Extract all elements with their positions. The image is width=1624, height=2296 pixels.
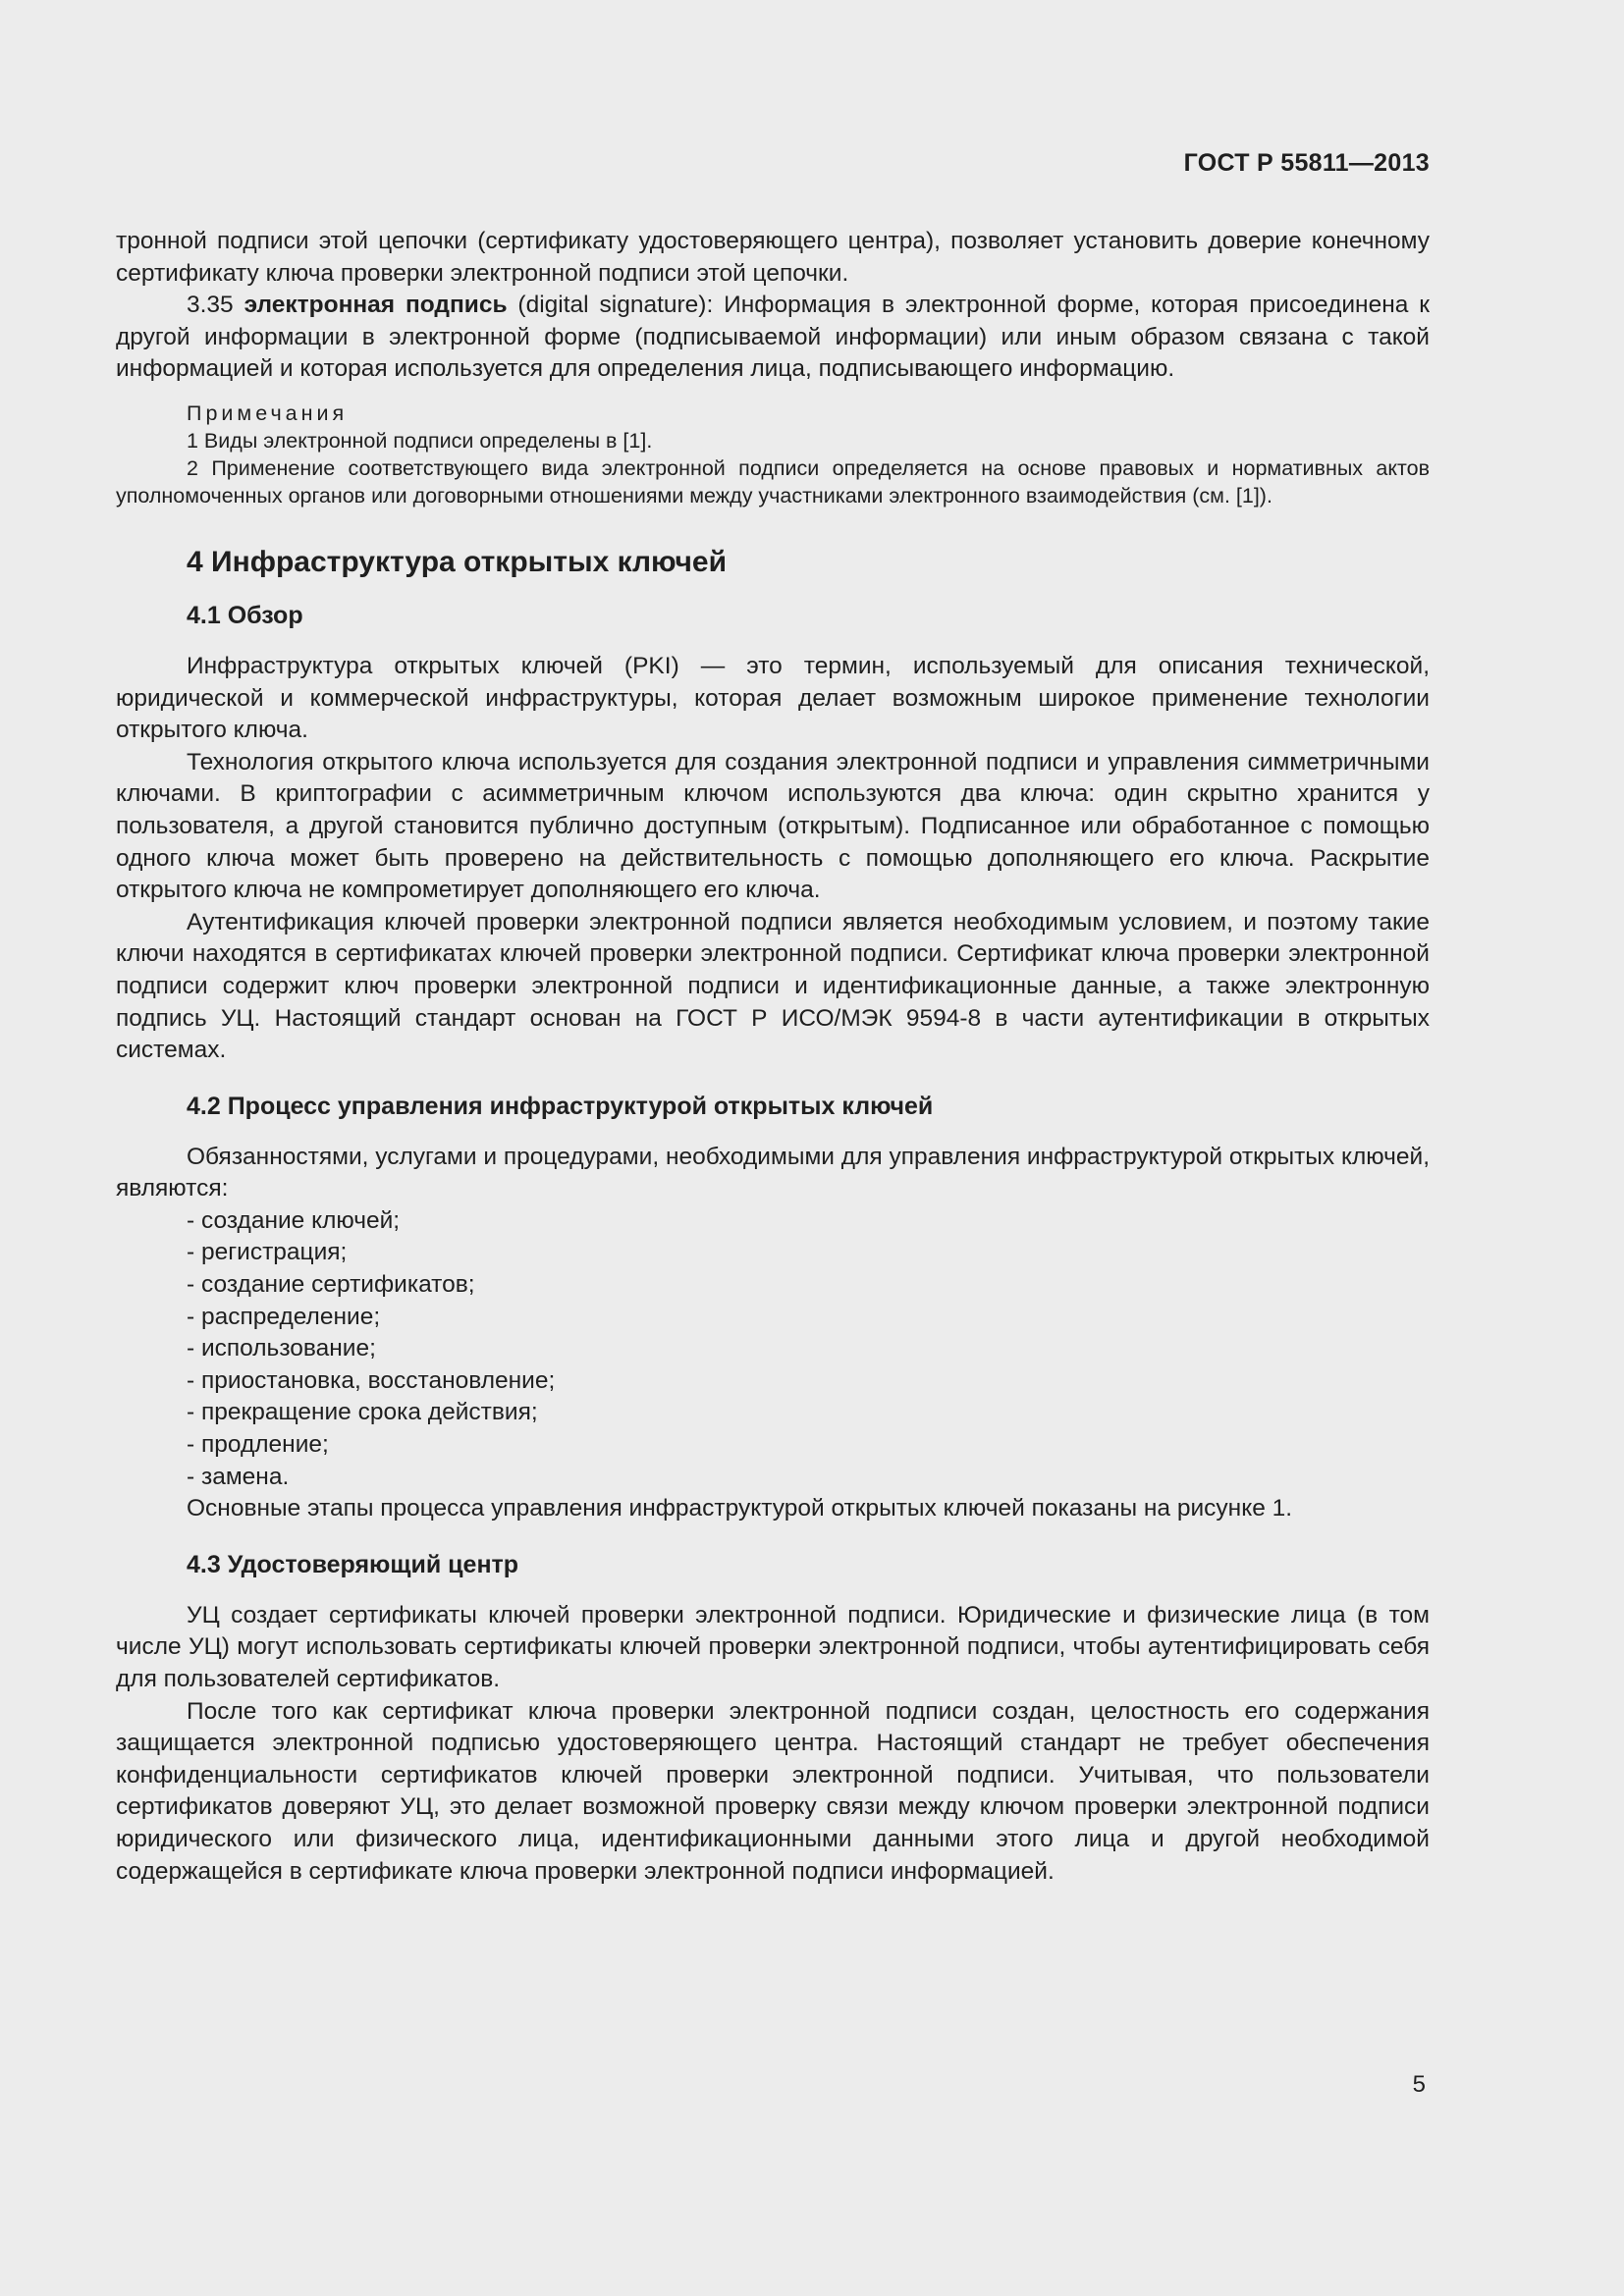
paragraph: Обязанностями, услугами и процедурами, необходимыми для управления инфраструктурой открытых ключей, являются: <box>116 1143 1430 1202</box>
paragraph: Технология открытого ключа используется для создания электронной подписи и управления симметричными ключами. В криптографии с асимметричным ключом используются два ключа: один скрытно хранится у пользователя, а другой становится публично доступным (открытым). Подписанное или обработанное с помощью одного ключа может быть проверено на действительность с помощью дополняющего его ключа. Раскрытие открытого ключа не компрометирует дополняющего его ключа. <box>116 748 1430 904</box>
paragraph: После того как сертификат ключа проверки электронной подписи создан, целостность его содержания защищается электронной подписью удостоверяющего центра. Настоящий стандарт не требует обеспечения конфиденциальности сертификатов ключей проверки электронной подписи. Учитывая, что пользователи сертификатов доверяют УЦ, это делает возможной проверку связи между ключом проверки электронной подписи юридического или физического лица, идентификационными данными этого лица и другой необходимой содержащейся в сертификате ключа проверки электронной подписи информацией. <box>116 1697 1430 1885</box>
list-item: - распределение; <box>187 1303 381 1330</box>
term-name: электронная подпись <box>244 292 508 319</box>
list-item: - продление; <box>187 1431 329 1459</box>
list-item: - прекращение срока действия; <box>187 1399 538 1426</box>
notes-block <box>116 400 1430 509</box>
term-definition-text: (digital signature): Информация в электронной форме, которая присоединена к другой информации в электронной форме (подписываемой информации) или иным образом связана с такой информацией и которая используется для определения лица, подписывающего информацию. <box>116 292 1430 383</box>
continued-paragraph: тронной подписи этой цепочки (сертификату удостоверяющего центра), позволяет установить доверие конечному сертификату ключа проверки электронной подписи этой цепочки. <box>116 228 1430 287</box>
document-code-header: ГОСТ Р 55811—2013 <box>1183 149 1430 177</box>
list-item: - замена. <box>187 1463 290 1490</box>
section-4-2-heading: 4.2 Процесс управления инфраструктурой открытых ключей <box>187 1092 934 1120</box>
section-4-heading: 4 Инфраструктура открытых ключей <box>187 545 728 578</box>
paragraph: Инфраструктура открытых ключей (PKI) — это термин, используемый для описания технической, юридической и коммерческой инфраструктуры, которая делает возможным широкое применение технологии открытого ключа. <box>116 652 1430 744</box>
note-item: 1 Виды электронной подписи определены в [1]. <box>187 428 653 453</box>
paragraph: Аутентификация ключей проверки электронной подписи является необходимым условием, и поэтому такие ключи находятся в сертификатах ключей проверки электронной подписи. Сертификат ключа проверки электронной подписи содержит ключ проверки электронной подписи и идентификационные данные, а также электронную подпись УЦ. Настоящий стандарт основан на ГОСТ Р ИСО/МЭК 9594-8 в части аутентификации в открытых системах. <box>116 908 1430 1064</box>
page-number: 5 <box>1412 2071 1426 2098</box>
list-item: - создание сертификатов; <box>187 1271 475 1299</box>
section-4-3-heading: 4.3 Удостоверяющий центр <box>187 1550 519 1578</box>
paragraph: Основные этапы процесса управления инфраструктурой открытых ключей показаны на рисунке 1. <box>187 1495 1293 1522</box>
notes-title: Примечания <box>187 400 349 425</box>
paragraph: УЦ создает сертификаты ключей проверки электронной подписи. Юридические и физические лица (в том числе УЦ) могут использовать сертификаты ключей проверки электронной подписи, чтобы аутентифицировать себя для пользователей сертификатов. <box>116 1601 1430 1692</box>
duties-list <box>116 1205 1430 1493</box>
page-content <box>116 226 1430 1888</box>
list-item: - регистрация; <box>187 1239 348 1266</box>
section-4-1-heading: 4.1 Обзор <box>187 601 303 629</box>
term-number: 3.35 <box>187 292 234 319</box>
list-item: - приостановка, восстановление; <box>187 1366 556 1394</box>
term-definition-3-35 <box>116 290 1430 386</box>
list-item: - создание ключей; <box>187 1206 401 1234</box>
list-item: - использование; <box>187 1335 376 1362</box>
note-item: 2 Применение соответствующего вида электронной подписи определяется на основе правовых и нормативных актов уполномоченных органов или договорными отношениями между участниками электронного взаимодействия (см. [1]). <box>116 455 1430 507</box>
document-page <box>116 0 1430 2296</box>
